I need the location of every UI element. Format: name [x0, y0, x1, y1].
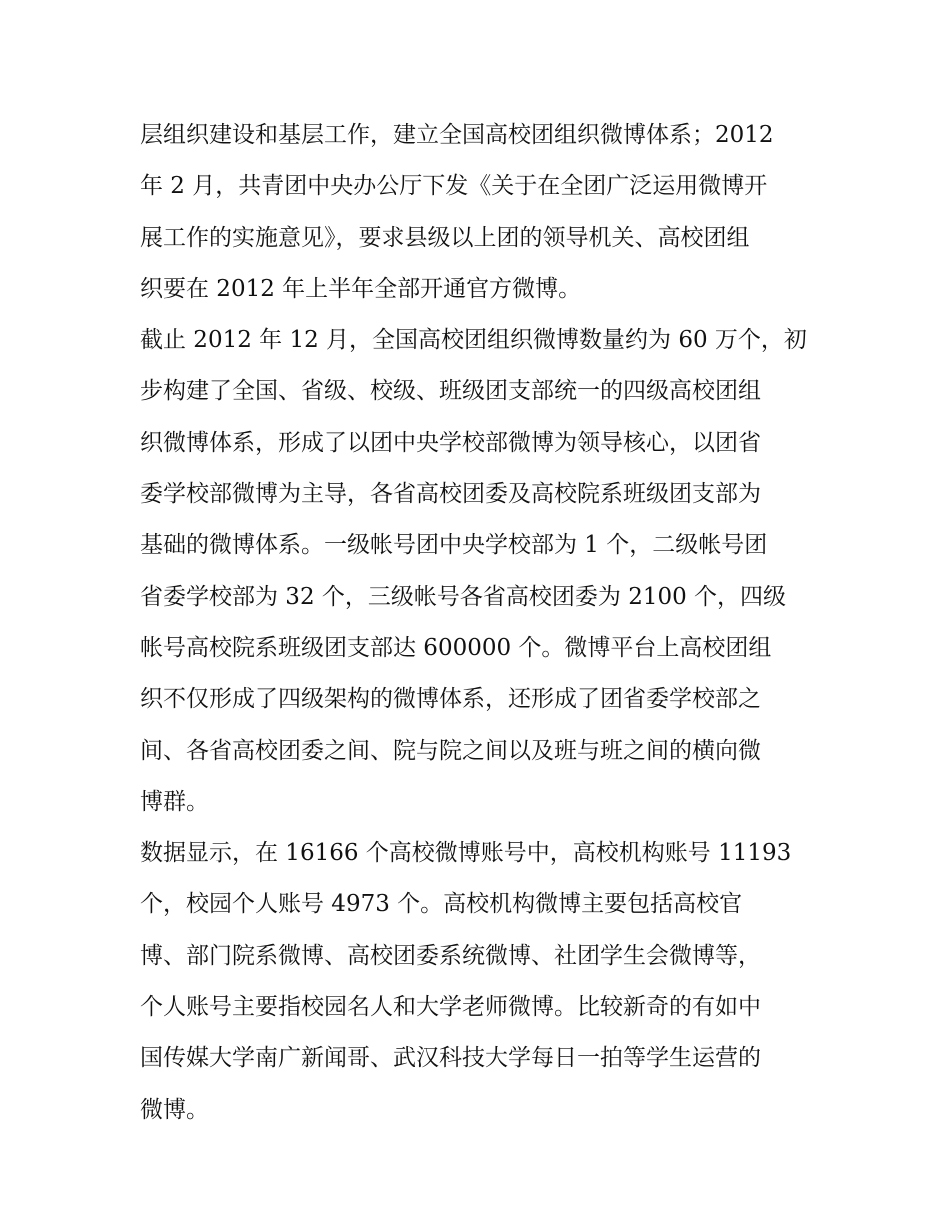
- paragraph-2: [140, 315, 820, 828]
- text-line: 数据显示，在 16166 个高校微博账号中，高校机构账号 11193: [140, 840, 792, 867]
- text-line: 层组织建设和基层工作，建立全国高校团组织微博体系；2012: [140, 122, 774, 148]
- text-line: 织要在 2012 年上半年全部开通官方微博。: [140, 275, 582, 302]
- text-line: 博、部门院系微博、高校团委系统微博、社团学生会微博等，: [140, 942, 761, 969]
- paragraph-1: [140, 110, 820, 315]
- text-line: 间、各省高校团委之间、院与院之间以及班与班之间的横向微: [140, 737, 761, 764]
- text-line: 织不仅形成了四级架构的微博体系，还形成了团省委学校部之: [140, 686, 761, 713]
- text-line: 微博。: [140, 1096, 209, 1123]
- paragraph-3: [140, 828, 820, 1136]
- text-line: 截止 2012 年 12 月，全国高校团组织微博数量约为 60 万个，初: [140, 327, 807, 354]
- text-line: 委学校部微博为主导，各省高校团委及高校院系班级团支部为: [140, 481, 761, 508]
- text-line: 年 2 月，共青团中央办公厅下发《关于在全团广泛运用微博开: [140, 173, 768, 200]
- text-line: 基础的微博体系。一级帐号团中央学校部为 1 个，二级帐号团: [140, 532, 768, 559]
- text-line: 帐号高校院系班级团支部达 600000 个。微博平台上高校团组: [140, 634, 772, 661]
- text-line: 个人账号主要指校园名人和大学老师微博。比较新奇的有如中: [140, 994, 761, 1021]
- body-text: [140, 110, 820, 1136]
- text-line: 织微博体系，形成了以团中央学校部微博为领导核心，以团省: [140, 429, 761, 456]
- text-line: 国传媒大学南广新闻哥、武汉科技大学每日一拍等学生运营的: [140, 1045, 761, 1072]
- text-line: 个，校园个人账号 4973 个。高校机构微博主要包括高校官: [140, 891, 743, 918]
- text-line: 展工作的实施意见》，要求县级以上团的领导机关、高校团组: [140, 224, 750, 251]
- text-line: 博群。: [140, 788, 209, 815]
- text-line: 省委学校部为 32 个，三级帐号各省高校团委为 2100 个，四级: [140, 583, 787, 610]
- text-line: 步构建了全国、省级、校级、班级团支部统一的四级高校团组: [140, 378, 761, 405]
